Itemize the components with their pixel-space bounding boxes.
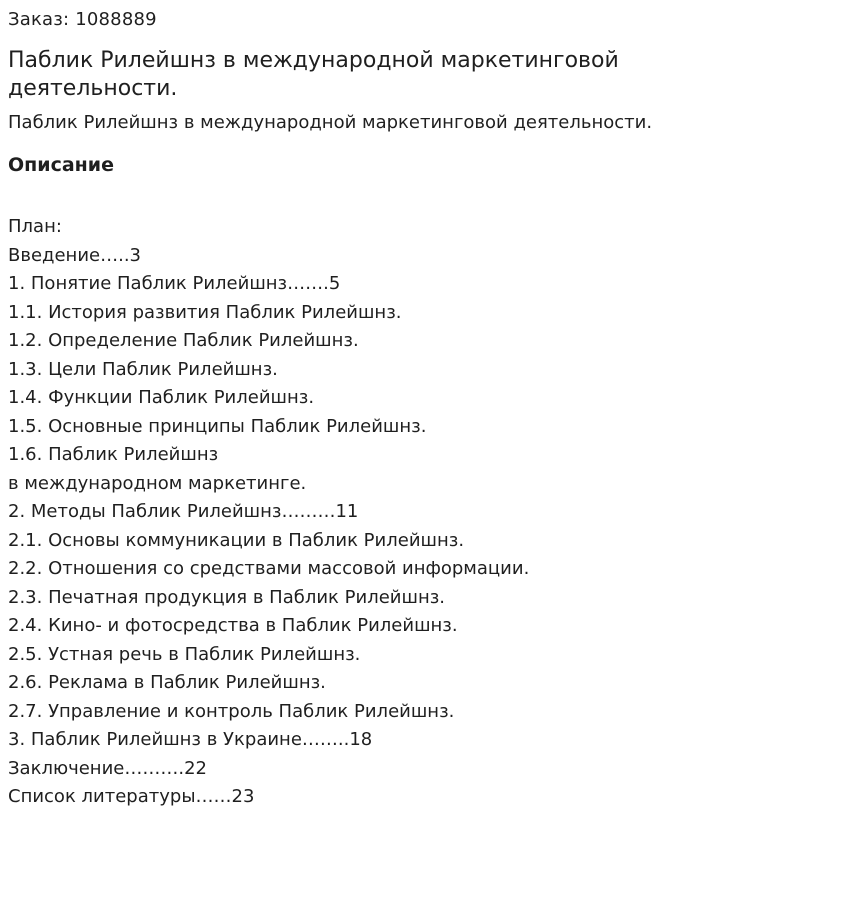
plan-item: 2.7. Управление и контроль Паблик Рилейшнз. (8, 700, 455, 722)
plan-item: 2.5. Устная речь в Паблик Рилейшнз. (8, 643, 361, 665)
plan-item: 3. Паблик Рилейшнз в Украине……..18 (8, 729, 373, 750)
plan-item: 1.2. Определение Паблик Рилейшнз. (8, 330, 359, 351)
order-number: Заказ: 1088889 (8, 9, 157, 30)
plan-item: Список литературы……23 (8, 786, 255, 807)
plan-item: 2.1. Основы коммуникации в Паблик Рилейшнз. (8, 529, 465, 551)
plan-item: Заключение……….22 (8, 757, 207, 779)
plan-item: 2. Методы Паблик Рилейшнз………11 (8, 501, 359, 522)
plan-item: 1. Понятие Паблик Рилейшнз…….5 (8, 273, 341, 294)
plan-item: 1.4. Функции Паблик Рилейшнз. (8, 387, 315, 408)
plan-item: в международном маркетинге. (8, 472, 307, 494)
plan-item: 1.5. Основные принципы Паблик Рилейшнз. (8, 415, 427, 437)
description-heading: Описание (8, 154, 115, 176)
plan-heading: План: (8, 216, 62, 237)
plan-item: 2.4. Кино- и фотосредства в Паблик Рилейшнз. (8, 615, 458, 636)
plan-item: 1.1. История развития Паблик Рилейшнз. (8, 301, 402, 323)
plan-item: Введение…..3 (8, 244, 141, 266)
plan-item: 2.6. Реклама в Паблик Рилейшнз. (8, 672, 326, 693)
plan-item: 1.3. Цели Паблик Рилейшнз. (8, 358, 278, 380)
plan-item: 2.3. Печатная продукция в Паблик Рилейшнз. (8, 586, 446, 608)
plan-item: 2.2. Отношения со средствами массовой информации. (8, 558, 530, 579)
plan-item: 1.6. Паблик Рилейшнз (8, 444, 219, 465)
page-title: Паблик Рилейшнз в международной маркетинговой деятельности. (8, 48, 619, 101)
plan-list (8, 213, 839, 812)
page-subtitle: Паблик Рилейшнз в международной маркетинговой деятельности. (8, 112, 653, 133)
